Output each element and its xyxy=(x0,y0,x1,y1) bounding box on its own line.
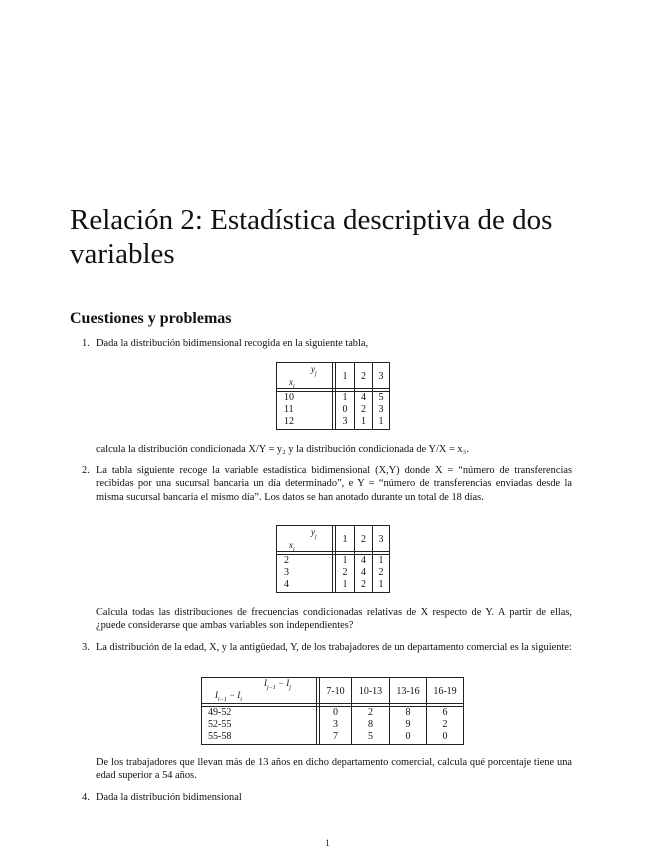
table-col-header: 1 xyxy=(342,371,348,382)
table-col-header: 2 xyxy=(361,371,366,382)
problem-1-intro: Dada la distribución bidimensional recogida en la siguiente tabla, xyxy=(96,338,369,349)
table-cell: 1 xyxy=(378,579,384,590)
table-cell: 3 xyxy=(378,404,384,415)
table-cell: 8 xyxy=(405,707,411,718)
problem-4-intro: Dada la distribución bidimensional xyxy=(96,792,242,803)
table-cell: 1 xyxy=(342,555,348,566)
table-col-header: 3 xyxy=(378,371,384,382)
table-row-label: 10 xyxy=(284,392,294,403)
table-cell: 4 xyxy=(361,555,366,566)
table-col-variable: $y_j$ xyxy=(311,364,317,377)
table-cell: 2 xyxy=(378,567,384,578)
table-col-header: 16-19 xyxy=(433,686,457,697)
problem-2-number: 2. xyxy=(82,465,90,476)
table-col-variable: $y_j$ xyxy=(311,527,317,540)
table-cell: 8 xyxy=(368,719,373,730)
table-cell: 1 xyxy=(361,416,366,427)
table-cell: 0 xyxy=(405,731,411,742)
table-row-label: 4 xyxy=(284,579,289,590)
table-row-label: 55-58 xyxy=(208,731,232,742)
table-row-label: 52-55 xyxy=(208,719,232,730)
problem-4-number: 4. xyxy=(82,792,90,803)
table-cell: 9 xyxy=(405,719,411,730)
problem-3-number: 3. xyxy=(82,642,90,653)
table-col-header: 1 xyxy=(342,534,348,545)
problem-1-table xyxy=(276,362,390,430)
table-col-header: 13-16 xyxy=(396,686,420,697)
problem-2-question: Calcula todas las distribuciones de frecuencias condicionadas relativas de X respecto de Y. A partir de ellas, ¿puede considerarse que ambas variables son independientes? xyxy=(96,607,572,632)
problem-1-question: calcula la distribución condicionada X/Y = y₂ y la distribución condicionada de Y/X = x₃. xyxy=(96,444,469,455)
table-col-variable: $I_{j-1} - I_j$ xyxy=(264,678,291,691)
table-cell: 5 xyxy=(368,731,373,742)
table-cell: 6 xyxy=(442,707,448,718)
table-cell: 4 xyxy=(361,567,366,578)
table-col-header: 7-10 xyxy=(326,686,345,697)
problem-3-intro: La distribución de la edad, X, y la antigüedad, Y, de los trabajadores de un departamento comercial es la siguiente: xyxy=(96,642,572,653)
table-row-label: 12 xyxy=(284,416,294,427)
table-row-variable: $I_{i-1} - I_i$ xyxy=(215,690,242,703)
table-row-label: 2 xyxy=(284,555,289,566)
table-cell: 2 xyxy=(342,567,348,578)
table-col-header: 2 xyxy=(361,534,366,545)
table-cell: 2 xyxy=(368,707,373,718)
table-cell: 3 xyxy=(333,719,338,730)
page-number: 1 xyxy=(325,838,330,848)
problem-1-number: 1. xyxy=(82,338,90,349)
table-cell: 0 xyxy=(333,707,338,718)
problem-3-question: De los trabajadores que llevan más de 13 años en dicho departamento comercial, calcula qué porcentaje tiene una edad superior a 54 años. xyxy=(96,757,572,782)
section-heading: Cuestiones y problemas xyxy=(70,310,232,327)
page-title: Relación 2: Estadística descriptiva de dos variables xyxy=(70,204,553,270)
table-cell: 2 xyxy=(361,404,366,415)
table-cell: 1 xyxy=(378,416,384,427)
table-row-label: 11 xyxy=(284,404,294,415)
table-cell: 0 xyxy=(342,404,348,415)
table-cell: 1 xyxy=(342,392,348,403)
table-row-variable: $x_i$ xyxy=(289,377,295,390)
table-col-header: 10-13 xyxy=(358,686,383,697)
table-cell: 1 xyxy=(342,579,348,590)
table-cell: 0 xyxy=(442,731,448,742)
table-cell: 3 xyxy=(342,416,348,427)
table-row-label: 49-52 xyxy=(208,707,232,718)
table-row-label: 3 xyxy=(284,567,289,578)
problem-3-table xyxy=(201,677,464,745)
table-cell: 2 xyxy=(361,579,366,590)
problem-2-table xyxy=(276,525,390,593)
table-cell: 1 xyxy=(378,555,384,566)
table-row-variable: $x_i$ xyxy=(289,540,295,553)
table-col-header: 3 xyxy=(378,534,384,545)
problem-2-intro: La tabla siguiente recoge la variable estadística bidimensional (X,Y) donde X = “número de transferencias recibidas por una sucursal bancaria un día determinado”, e Y = “número de transferencias enviadas desde la misma sucursal bancaria el mismo día”. Los datos se han anotado durante un total de 18 días. xyxy=(96,465,572,503)
table-cell: 7 xyxy=(333,731,338,742)
table-cell: 5 xyxy=(378,392,384,403)
table-cell: 4 xyxy=(361,392,366,403)
table-cell: 2 xyxy=(442,719,448,730)
